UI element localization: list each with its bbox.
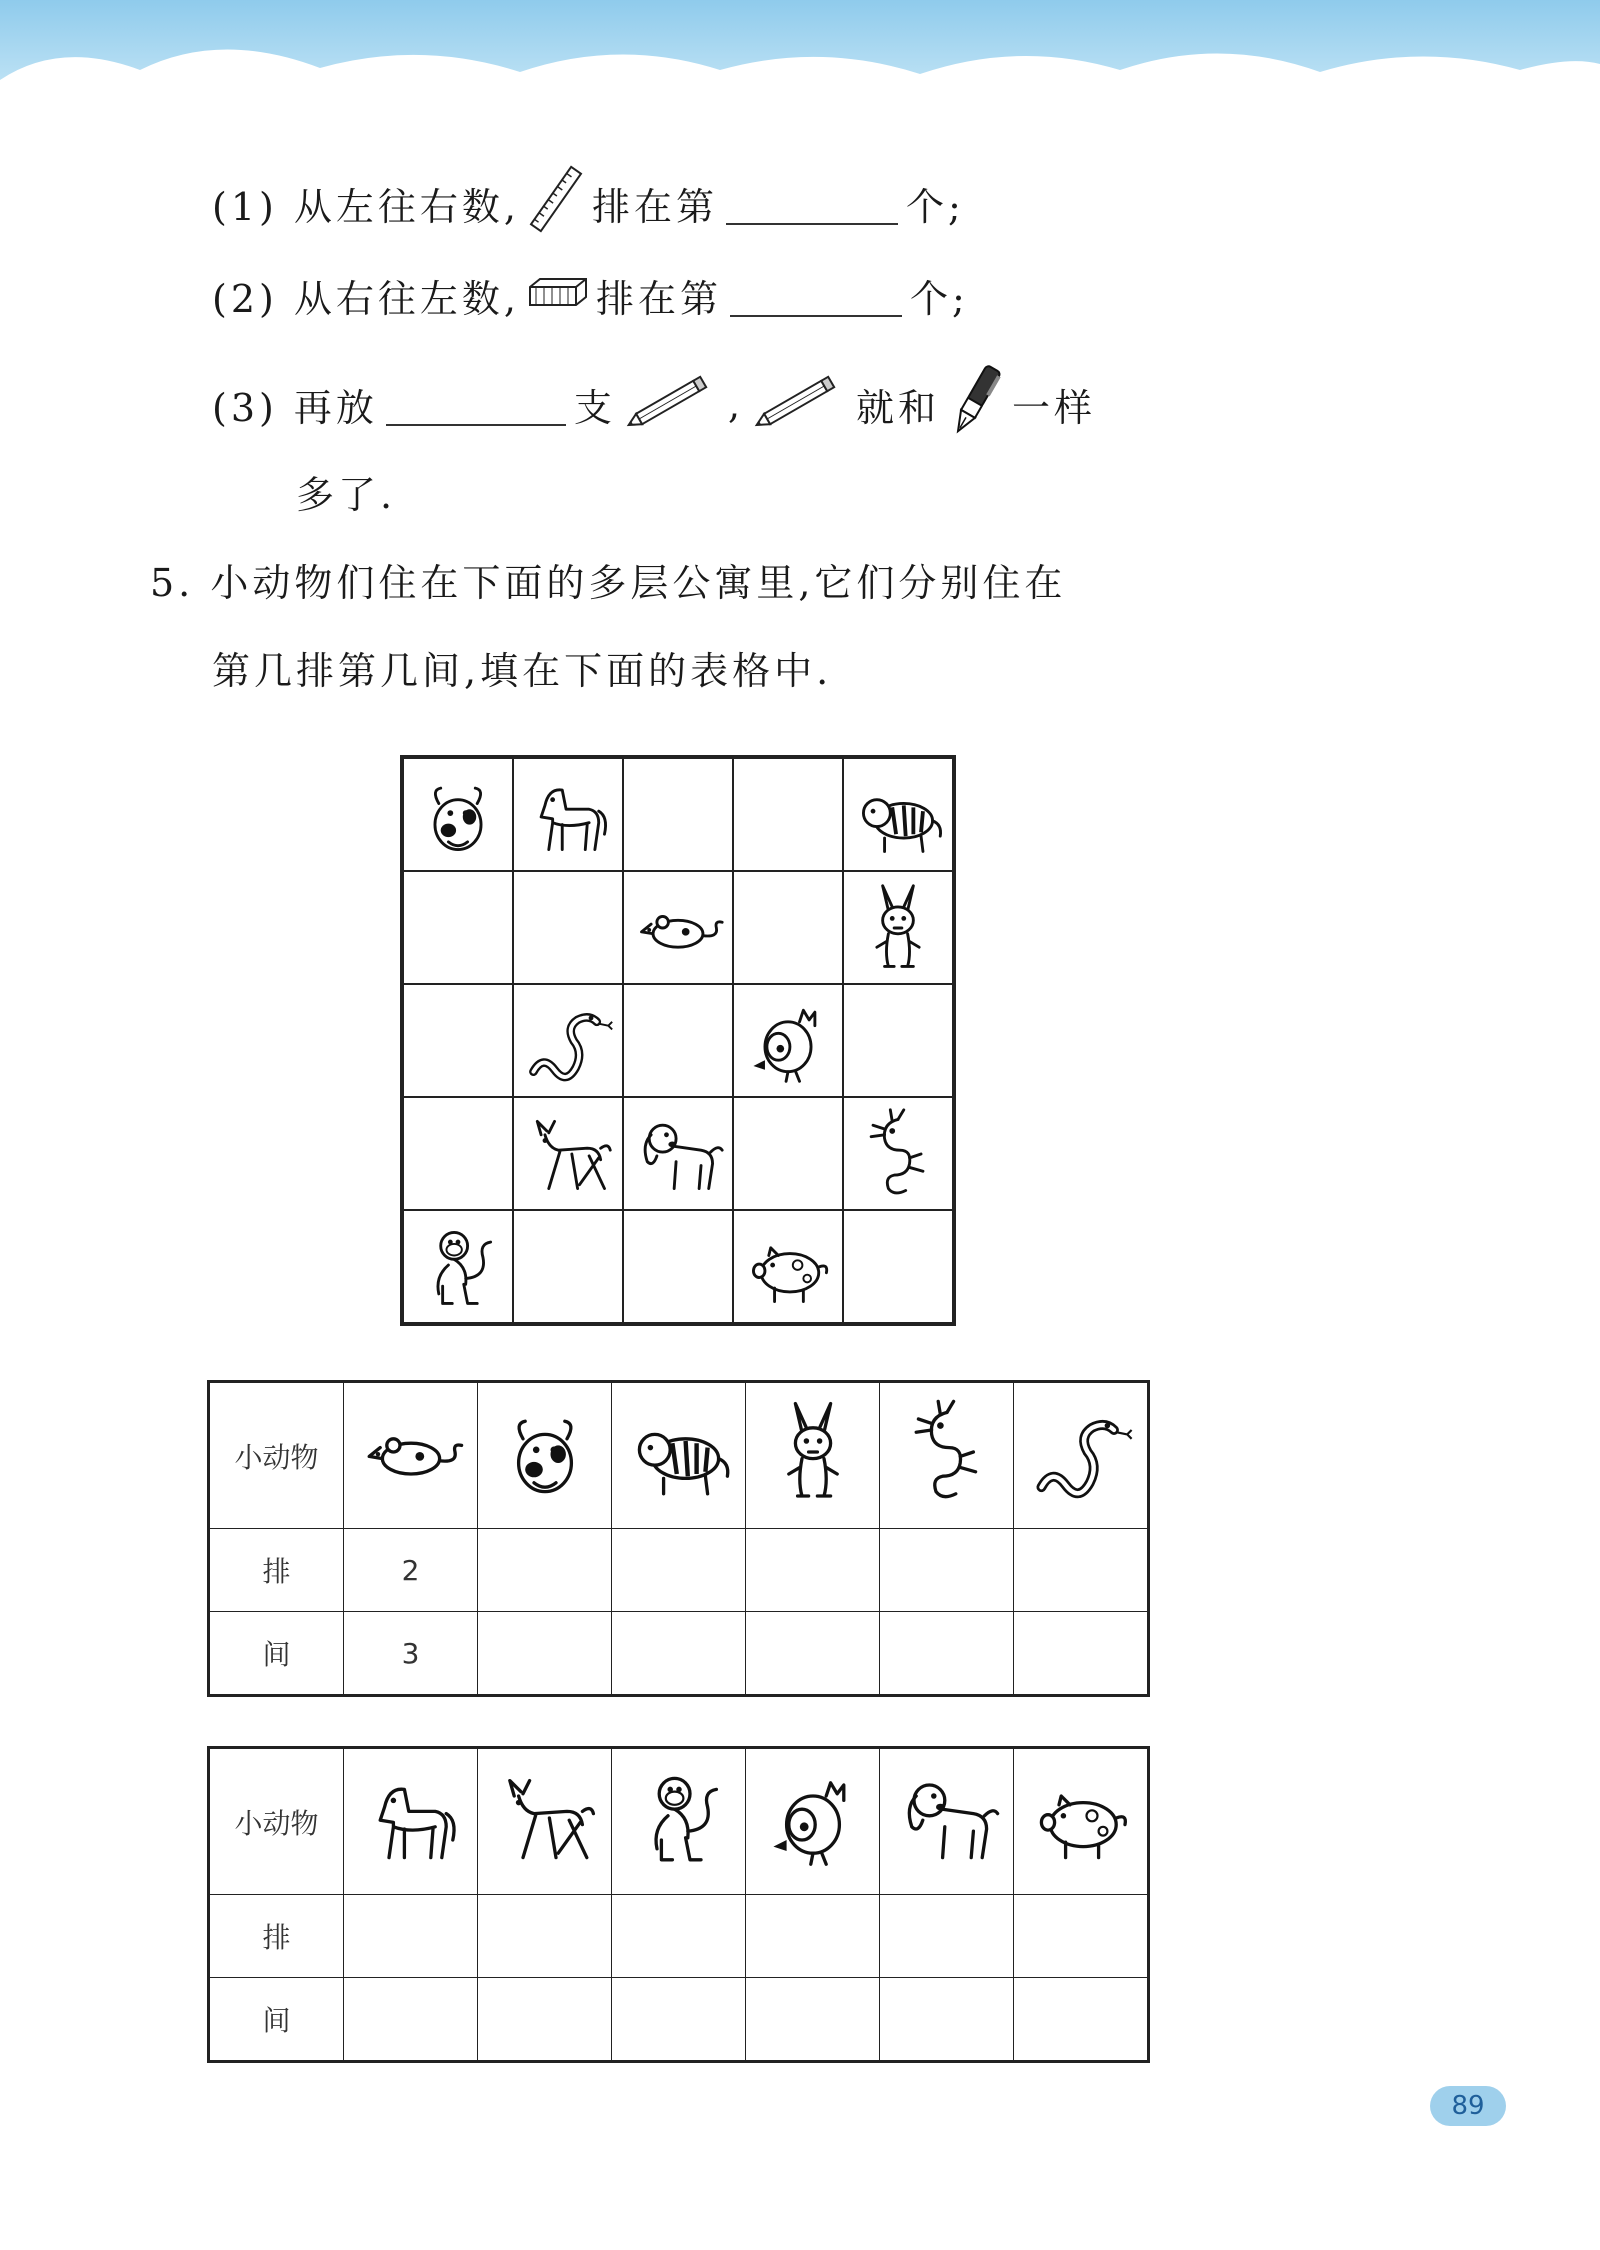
table2-col-value[interactable] [746, 1978, 880, 2062]
fountain-pen-icon [946, 362, 1006, 447]
sky-cloud-banner [0, 0, 1600, 130]
pencil-icon [750, 370, 850, 439]
tiger-icon [850, 767, 946, 863]
apartment-cell [623, 1210, 733, 1323]
table2-col-value[interactable] [1014, 1978, 1149, 2062]
q4-l2-text-b: 个; [910, 277, 969, 321]
table2-row-value[interactable] [344, 1895, 478, 1978]
table2-col-value[interactable] [344, 1978, 478, 2062]
table2-col-value[interactable] [880, 1978, 1014, 2062]
q4-l3-text-d: 一样 [1012, 386, 1097, 430]
q4-l2-text-a: 排在第 [596, 277, 723, 321]
apartment-cell [623, 871, 733, 984]
table2-animal-cell [612, 1748, 746, 1895]
table2-animal-cell [478, 1748, 612, 1895]
table1-row-value[interactable] [880, 1529, 1014, 1612]
table2-row-label: 排 [209, 1895, 344, 1978]
dragon-icon [850, 1106, 946, 1202]
table1-col-value[interactable]: 3 [344, 1612, 478, 1696]
apartment-cell [513, 984, 623, 1097]
apartment-cell [513, 758, 623, 871]
table2-col-label: 间 [209, 1978, 344, 2062]
q4-line-4 [296, 464, 396, 519]
ox-icon [410, 767, 506, 863]
apartment-cell [733, 1097, 843, 1210]
table2-col-value[interactable] [478, 1978, 612, 2062]
tiger-icon [624, 1397, 734, 1507]
apartment-cell [513, 871, 623, 984]
apartment-cell [733, 758, 843, 871]
apartment-cell [733, 1210, 843, 1323]
ox-icon [490, 1397, 600, 1507]
q4-line-2 [212, 268, 969, 323]
rabbit-icon [758, 1397, 868, 1507]
table1-header-cell: 小动物 [209, 1382, 344, 1529]
table2-animal-cell [1014, 1748, 1149, 1895]
apartment-cell [843, 984, 953, 1097]
table1-row-value[interactable] [612, 1529, 746, 1612]
table1-animal-cell [478, 1382, 612, 1529]
table2-row-value[interactable] [478, 1895, 612, 1978]
apartment-cell [843, 871, 953, 984]
q4-line-1 [212, 162, 965, 245]
pencil-icon [622, 370, 722, 439]
q4-l2-label: (2) 从右往左数, [212, 277, 520, 321]
table2-header-cell: 小动物 [209, 1748, 344, 1895]
chicken-icon [758, 1763, 868, 1873]
apartment-cell [733, 871, 843, 984]
chicken-icon [740, 993, 836, 1089]
page-number: 89 [1430, 2086, 1506, 2126]
q4-l3-label: (3) 再放 [212, 386, 378, 430]
apartment-cell [513, 1097, 623, 1210]
table1-col-value[interactable] [478, 1612, 612, 1696]
animal-apartment-grid [400, 755, 956, 1326]
apartment-cell [403, 984, 513, 1097]
goat-icon [520, 1106, 616, 1202]
apartment-cell [843, 1097, 953, 1210]
q5-instruction-2: 第几排第几间,填在下面的表格中. [212, 649, 833, 693]
table2-animal-cell [746, 1748, 880, 1895]
apartment-cell [733, 984, 843, 1097]
rat-icon [356, 1397, 466, 1507]
pig-icon [740, 1219, 836, 1315]
apartment-cell [403, 758, 513, 871]
apartment-cell [403, 1210, 513, 1323]
q4-line-3 [212, 362, 1096, 447]
apartment-cell [513, 1210, 623, 1323]
table1-row-label: 排 [209, 1529, 344, 1612]
table1-col-label: 间 [209, 1612, 344, 1696]
rat-icon [630, 880, 726, 976]
q4-l3-answer-blank[interactable] [386, 384, 566, 426]
apartment-cell [623, 758, 733, 871]
rabbit-icon [850, 880, 946, 976]
q5-line-1 [150, 552, 1066, 607]
pig-icon [1026, 1763, 1136, 1873]
table2-row-value[interactable] [612, 1895, 746, 1978]
q4-l3-text-a: 支 [573, 386, 616, 430]
table2-animal-cell [344, 1748, 478, 1895]
goat-icon [490, 1763, 600, 1873]
q4-l2-answer-blank[interactable] [730, 275, 902, 317]
answer-table-2 [207, 1746, 1150, 2063]
table2-row-value[interactable] [880, 1895, 1014, 1978]
q5-instruction-1: 5. 小动物们住在下面的多层公寓里,它们分别住在 [150, 561, 1067, 605]
table1-col-value[interactable] [746, 1612, 880, 1696]
table2-row-value[interactable] [1014, 1895, 1149, 1978]
table2-col-value[interactable] [612, 1978, 746, 2062]
table1-animal-cell [746, 1382, 880, 1529]
table1-row-value[interactable]: 2 [344, 1529, 478, 1612]
table1-col-value[interactable] [880, 1612, 1014, 1696]
table1-row-value[interactable] [746, 1529, 880, 1612]
table1-col-value[interactable] [612, 1612, 746, 1696]
apartment-cell [623, 984, 733, 1097]
q4-l4-text: 多了. [296, 473, 397, 517]
table1-row-value[interactable] [1014, 1529, 1149, 1612]
q4-l3-text-b: , [727, 382, 745, 427]
table1-animal-cell [880, 1382, 1014, 1529]
q4-l3-text-c: 就和 [856, 386, 941, 430]
table2-row-value[interactable] [746, 1895, 880, 1978]
table1-col-value[interactable] [1014, 1612, 1149, 1696]
q4-l1-answer-blank[interactable] [726, 183, 898, 225]
apartment-cell [843, 1210, 953, 1323]
snake-icon [520, 993, 616, 1089]
q5-line-2 [212, 640, 832, 695]
dragon-icon [892, 1397, 1002, 1507]
eraser-icon [526, 274, 590, 318]
table2-animal-cell [880, 1748, 1014, 1895]
q4-l1-label: (1) 从左往右数, [212, 185, 520, 229]
q4-l1-text-a: 排在第 [592, 185, 719, 229]
dog-icon [630, 1106, 726, 1202]
table1-row-value[interactable] [478, 1529, 612, 1612]
apartment-cell [623, 1097, 733, 1210]
table1-animal-cell [344, 1382, 478, 1529]
snake-icon [1026, 1397, 1136, 1507]
monkey-icon [410, 1219, 506, 1315]
horse-icon [520, 767, 616, 863]
answer-table-1 [207, 1380, 1150, 1697]
apartment-cell [403, 871, 513, 984]
table1-animal-cell [612, 1382, 746, 1529]
apartment-cell [403, 1097, 513, 1210]
q4-l1-text-b: 个; [906, 185, 965, 229]
monkey-icon [624, 1763, 734, 1873]
dog-icon [892, 1763, 1002, 1873]
table1-animal-cell [1014, 1382, 1149, 1529]
apartment-cell [843, 758, 953, 871]
horse-icon [356, 1763, 466, 1873]
ruler-icon [526, 162, 586, 245]
